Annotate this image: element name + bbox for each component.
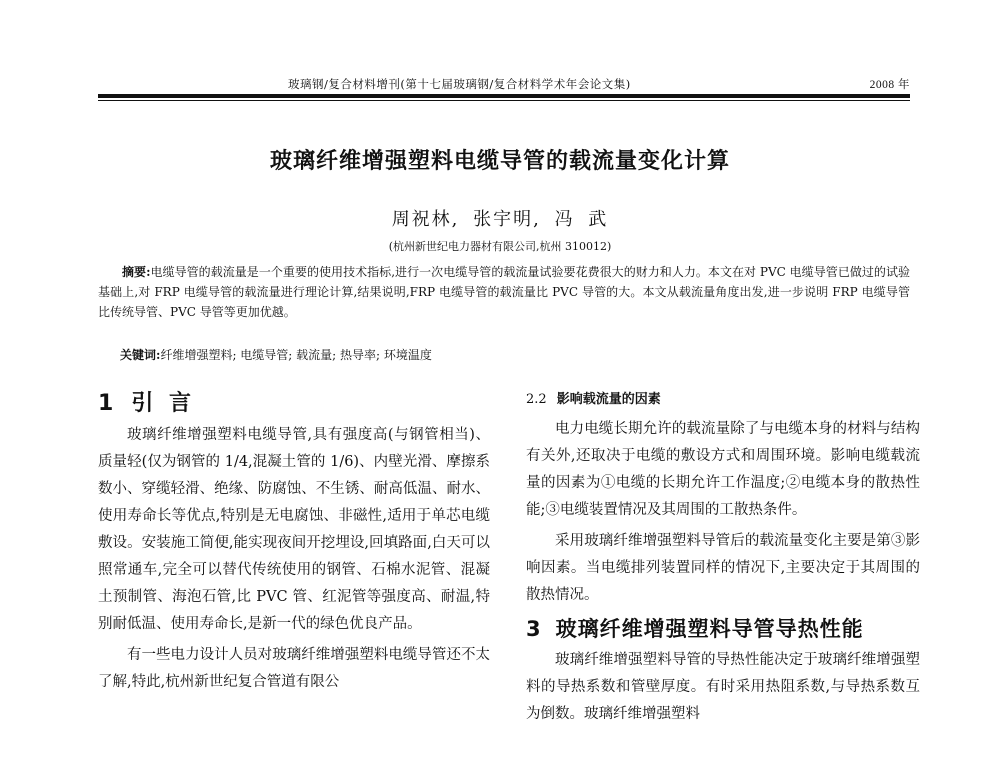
- section-3-heading: [526, 613, 920, 643]
- section-2-2-title: 影响载流量的因素: [556, 392, 661, 407]
- section-3-title: 玻璃纤维增强塑料导管导热性能: [555, 617, 864, 641]
- header-year: 2008 年: [869, 79, 910, 91]
- section-3-paragraph: 玻璃纤维增强塑料导管的导热性能决定于玻璃纤维增强塑料的导热系数和管壁厚度。有时采用热阻系数,与导热系数互为倒数。玻璃纤维增强塑料: [526, 652, 920, 722]
- section-2-2-number: 2.2: [526, 392, 547, 407]
- abstract-label: 摘要:: [122, 265, 151, 279]
- abstract-text: 电缆导管的载流量是一个重要的使用技术指标,进行一次电缆导管的载流量试验要花费很大的财力和人力。本文在对 PVC 电缆导管已做过的试验基础上,对 FRP 电缆导管的载流量进行理论计算,结果说明,FRP 电缆导管的载流量比 PVC 导管的大。本文从载流量角度出发,进一步说明 FRP 电缆导管比传统导管、PVC 导管等更加优越。: [98, 265, 910, 319]
- section-1-paragraph: 有一些电力设计人员对玻璃纤维增强塑料电缆导管还不太了解,特此,杭州新世纪复合管道有限公: [98, 647, 490, 690]
- section-1-title: 引 言: [131, 391, 195, 416]
- header-rule-thin: [98, 100, 910, 101]
- running-header: [98, 76, 910, 92]
- section-2-2-paragraph: 电力电缆长期允许的载流量除了与电缆本身的材料与结构有关外,还取决于电缆的敷设方式和周围环境。影响电缆载流量的因素为①电缆的长期允许工作温度;②电缆本身的散热性能;③电缆装置情况及其周围的工散热条件。: [526, 421, 920, 518]
- right-column: [526, 388, 920, 728]
- keywords: [120, 345, 900, 365]
- journal-name: 玻璃钢/复合材料增刊(第十七届玻璃钢/复合材料学术年会论文集): [288, 77, 631, 91]
- section-2-2-paragraph: 采用玻璃纤维增强塑料导管后的载流量变化主要是第③影响因素。当电缆排列装置同样的情况下,主要决定于其周围的散热情况。: [526, 533, 920, 603]
- abstract: [98, 262, 910, 322]
- section-1-paragraph: 玻璃纤维增强塑料电缆导管,具有强度高(与钢管相当)、质量轻(仅为钢管的 1/4,混凝土管的 1/6)、内壁光滑、摩擦系数小、穿缆轻滑、绝缘、防腐蚀、不生锈、耐高低温、耐水、使用寿命长等优点,特别是无电腐蚀、非磁性,适用于单芯电缆敷设。安装施工简便,能实现夜间开挖埋设,回填路面,白天可以照常通车,完全可以替代传统使用的钢管、石棉水泥管、混凝土预制管、海泡石管,比 PVC 管、红泥管等强度高、耐温,特别耐低温、使用寿命长,是新一代的绿色优良产品。: [98, 427, 490, 632]
- keywords-text: 纤维增强塑料; 电缆导管; 载流量; 热导率; 环境温度: [160, 348, 432, 362]
- section-2-2-heading: [526, 388, 920, 410]
- keywords-label: 关键词:: [120, 348, 161, 362]
- paper-title: 玻璃纤维增强塑料电缆导管的载流量变化计算: [269, 149, 730, 174]
- left-column: [98, 386, 490, 696]
- section-3-number: 3: [526, 617, 542, 641]
- paper-authors: 周祝林, 张宇明, 冯 武: [391, 209, 609, 230]
- section-1-number: 1: [98, 391, 118, 416]
- paper-affiliation: (杭州新世纪电力器材有限公司,杭州 310012): [388, 240, 612, 253]
- header-rule-thick: [98, 94, 910, 98]
- section-1-heading: [98, 386, 490, 416]
